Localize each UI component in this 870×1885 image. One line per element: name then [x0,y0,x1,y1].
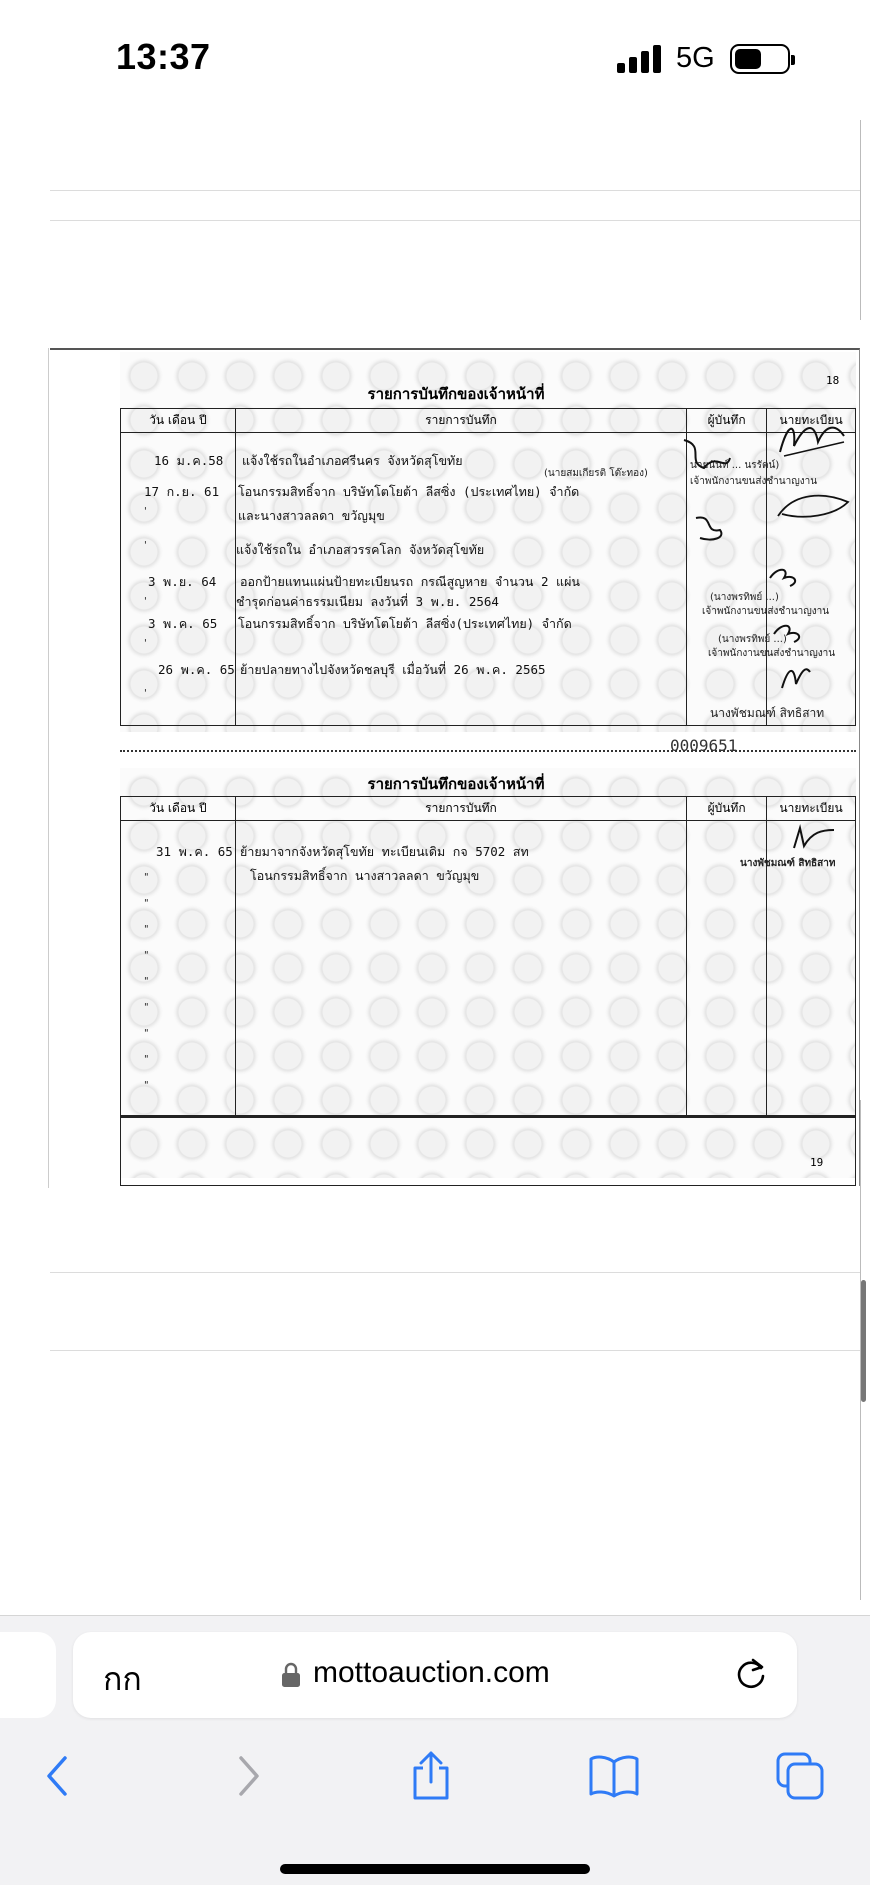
tabs-icon [775,1751,825,1801]
header-date: วัน เดือน ปี [121,797,236,821]
chevron-right-icon [233,1754,263,1798]
section2-title: รายการบันทึกของเจ้าหน้าที่ [367,775,545,793]
entry-date: 31 พ.ค. 65 [156,844,233,859]
header-entry: รายการบันทึก [235,409,686,433]
book-icon [588,1754,640,1798]
recorder-note: (นายสมเกียรติ โต๊ะทอง) [544,468,648,479]
entry-date: 16 ม.ค.58 [154,453,224,468]
document-viewer[interactable] [0,100,870,1620]
tabs-button[interactable] [770,1746,830,1806]
perforation-line [120,750,856,752]
page-number-bottom: 19 [810,1156,824,1169]
entry-text: ย้ายมาจากจังหวัดสุโขทัย ทะเบียนเดิม กจ 5702 สท [240,844,529,859]
page-number-top: 18 [826,374,840,387]
entry-date: 17 ก.ย. 61 [144,484,220,499]
recorder-note: เจ้าพนักงานขนส่งชำนาญงาน [690,476,818,487]
status-time: 13:37 [116,36,211,77]
lock-icon [281,1662,301,1688]
registration-scan: 18 รายการบันทึกของเจ้าหน้าที่ วัน เดือน ปี รายการบันทึก ผู้บันทึก นายทะเบียน 16 ม.ค.58 17 ก.ย. 61 3 พ.ย. 64 3 พ.ค. 65 26 พ.ค. 65 ' ' ' ' ' แจ้งใช้รถในอำเภอศรีนคร จังหวัดสุโขทัย โอนกรรมสิทธิ์จาก บริษัทโตโยต้า ลีสซิ่ง (ประเทศไทย) จำกัด และนางสาวลลดา ขวัญมุข แจ้งใช้รถใน อำเภอสวรรคโลก จังหวัดสุโขทัย ออกป้ายแทนแผ่นป้ายทะเบียนรถ กรณีสูญหาย จำนวน 2 แผ่น ชำรุดก่อนค่าธรรมเนียม ลงวันที่ 3 พ.ย. 2564 โอนกรรมสิทธิ์จาก บริษัทโตโยต้า ลีสซิ่ง(ประเทศไทย) จำกัด ย้ายปลายทางไปจังหวัดชลบุรี เมื่อวันที่ 26 พ.ค. 2565 (นายสมเกียรติ โต๊ะทอง) นายนันท์ ... นรรัตน์) เจ้าพนักงานขนส่งชำนาญงาน (นางพรทิพย์ ...) เจ้าพนักงานขนส่งชำนาญงาน (นางพรทิพย์ ...) เจ้าพนักงานขนส่งชำนาญงาน นางพัชมณฑ์ สิทธิสาท 0009651 รายการบันทึกของเจ้าหน้าที่ วัน เดือน ปี รายการบันทึก ผู้บันทึก นายทะเบียน 19 31 พ.ค. 65 ย้ายมาจากจังหวัดสุโขทัย ทะเบียนเดิม กจ 5702 สท โอนกรรมสิทธิ์จาก นางสาวลลดา ขวัญมุข " " " " " " " " " นางพัชมณฑ์ สิทธิสาท [50,348,862,1188]
network-type: 5G [676,42,715,74]
previous-tab[interactable] [0,1632,56,1718]
section1-title: รายการบันทึกของเจ้าหน้าที่ [367,385,545,403]
scrollbar[interactable] [861,1280,866,1402]
signature-icon [774,488,858,532]
status-bar [0,0,870,100]
signature-icon [776,658,816,694]
entry-text: ออกป้ายแทนแผ่นป้ายทะเบียนรถ กรณีสูญหาย จำนวน 2 แผ่น [240,574,580,589]
recorder-note: นายนันท์ ... นรรัตน์) [690,460,780,471]
url-text[interactable]: mottoauction.com [313,1656,550,1689]
entry-text: โอนกรรมสิทธิ์จาก นางสาวลลดา ขวัญมุข [250,868,480,883]
chevron-left-icon [43,1754,73,1798]
entry-date: 3 พ.ค. 65 [148,616,218,631]
entry-text: ย้ายปลายทางไปจังหวัดชลบุรี เมื่อวันที่ 26 พ.ค. 2565 [240,662,546,677]
header-registrar: นายทะเบียน [767,409,856,433]
share-icon [409,1750,453,1802]
entry-date: 3 พ.ย. 64 [148,574,217,589]
address-bar[interactable] [73,1632,797,1718]
serial-number: 0009651 [670,736,738,755]
header-date: วัน เดือน ปี [121,409,236,433]
signature-icon [788,824,838,854]
browser-toolbar [0,1746,870,1806]
header-recorder: ผู้บันทึก [687,797,767,821]
entry-text: โอนกรรมสิทธิ์จาก บริษัทโตโยต้า ลีสซิ่ง (ประเทศไทย) จำกัด [238,484,580,499]
signature-icon [676,432,736,482]
back-button[interactable] [28,1746,88,1806]
browser-chrome [0,1615,870,1885]
recorder-note: (นางพรทิพย์ ...) [718,634,787,645]
recorder-note: เจ้าพนักงานขนส่งชำนาญงาน [702,606,830,617]
reload-icon[interactable] [731,1654,771,1694]
header-registrar: นายทะเบียน [767,797,856,821]
entry-text: โอนกรรมสิทธิ์จาก บริษัทโตโยต้า ลีสซิ่ง(ประเทศไทย) จำกัด [238,616,572,631]
home-indicator[interactable] [280,1864,590,1874]
signature-icon [774,412,854,472]
recorder-note: เจ้าพนักงานขนส่งชำนาญงาน [708,648,836,659]
signature-icon [690,508,736,548]
registrar-name: นางพัชมณฑ์ สิทธิสาท [740,858,836,869]
cellular-signal-icon [617,45,663,73]
entry-text: ชำรุดก่อนค่าธรรมเนียม ลงวันที่ 3 พ.ย. 2564 [236,594,499,609]
entry-text: แจ้งใช้รถใน อำเภอสวรรคโลก จังหวัดสุโขทัย [236,542,485,557]
share-button[interactable] [401,1746,461,1806]
bookmarks-button[interactable] [584,1746,644,1806]
registrar-name: นางพัชมณฑ์ สิทธิสาท [710,706,825,720]
entry-text: และนางสาวลลดา ขวัญมุข [238,508,385,523]
forward-button[interactable] [218,1746,278,1806]
recorder-note: (นางพรทิพย์ ...) [710,592,779,603]
signature-icon [766,562,806,592]
entry-text: แจ้งใช้รถในอำเภอศรีนคร จังหวัดสุโขทัย [242,453,463,468]
reader-options-button[interactable]: กก [103,1660,142,1698]
entry-date: 26 พ.ค. 65 [158,662,235,677]
header-recorder: ผู้บันทึก [687,409,767,433]
battery-icon [730,44,790,74]
signature-icon [770,618,806,648]
section2-footer [120,1116,856,1186]
header-entry: รายการบันทึก [235,797,686,821]
